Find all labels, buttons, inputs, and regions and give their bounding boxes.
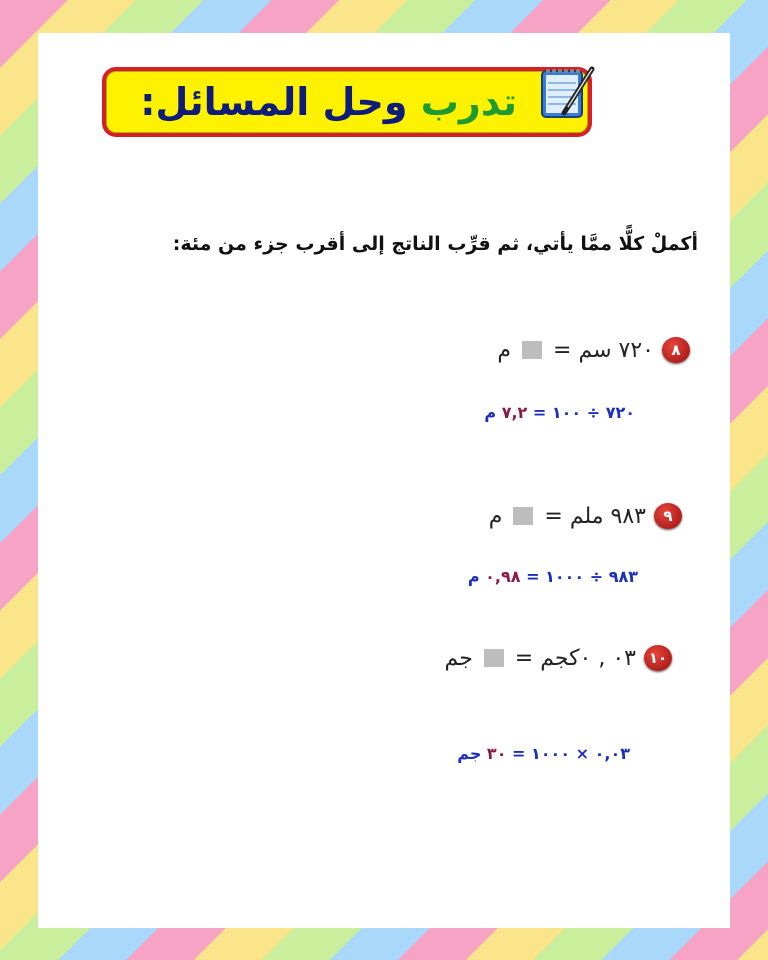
banner-title [125, 76, 517, 128]
section-banner [102, 67, 592, 137]
instruction-text: أكملْ كلًّا ممَّا يأتي، ثم قرِّب الناتج إلى أقرب جزء من مئة: [172, 233, 698, 255]
answer-9 [468, 567, 638, 586]
answer-blank-box [513, 507, 533, 525]
worksheet-page [38, 33, 730, 928]
question-10 [445, 645, 672, 671]
answer-expression: ٩٨٣ ÷ ١٠٠٠ = [526, 567, 638, 586]
answer-unit: م [484, 403, 497, 422]
answer-8 [484, 403, 635, 422]
answer-blank-box [484, 649, 504, 667]
question-8 [497, 337, 690, 363]
answer-value: ٣٠ [486, 744, 507, 763]
answer-unit: م [467, 567, 480, 586]
answer-expression: ٧٢٠ ÷ ١٠٠ = [532, 403, 635, 422]
answer-10 [457, 744, 630, 763]
question-unit: م [488, 503, 503, 529]
question-9 [489, 503, 682, 529]
banner-title-part1: تدرب [420, 80, 517, 124]
banner-title-part2: وحل المسائل: [140, 80, 408, 124]
question-left: ٩٨٣ ملم = [544, 503, 646, 529]
answer-blank-box [522, 341, 542, 359]
answer-value: ٧,٢ [501, 403, 528, 422]
question-left: ٧٢٠ سم = [553, 337, 654, 363]
question-number-badge: ٩ [654, 503, 682, 529]
answer-expression: ٠,٠٣ × ١٠٠٠ = [512, 744, 630, 763]
question-left: ٠٣ , ٠كجم = [514, 645, 636, 671]
question-number-badge: ١٠ [644, 645, 672, 671]
question-number-badge: ٨ [662, 337, 690, 363]
answer-value: ٠,٩٨ [485, 567, 521, 586]
question-unit: جم [444, 645, 473, 671]
answer-unit: جم [457, 744, 482, 763]
notepad-pen-icon [534, 61, 598, 125]
question-unit: م [497, 337, 512, 363]
